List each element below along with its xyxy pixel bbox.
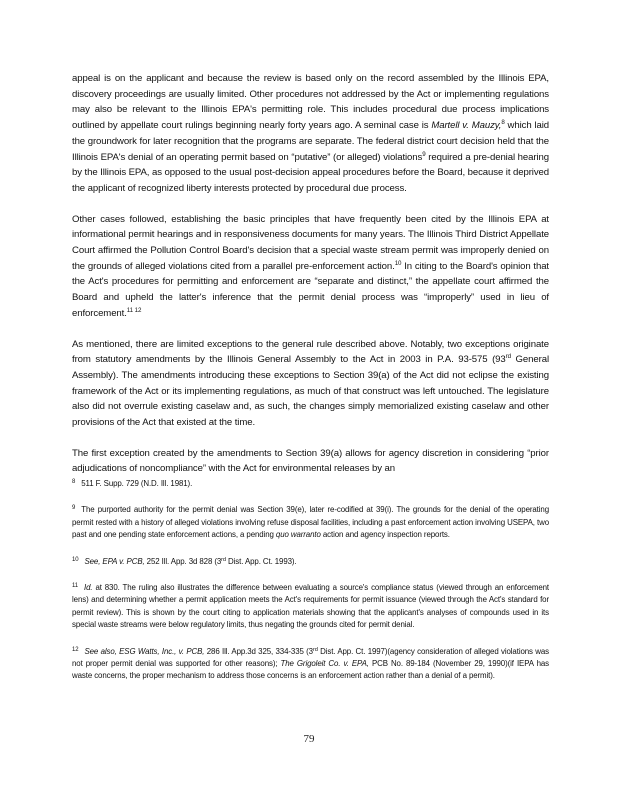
footnote-mark: 12 [72,646,79,653]
paragraph-2-text-cont: In citing to the Board's opinion that the Act's procedures for permitting and enforcement are “separate and distinct,” the appellate court affirmed the Board and upheld the latter's inference that the permit denial process was “improperly” used in lieu of enforcement. [72,260,549,319]
paragraph-3-text-cont: General Assembly). The amendments introducing these exceptions to Section 39(a) of the Act did not eclipse the existing framework of the Act or its implementing regulations, as much of that construct was left untouched. The legislature also did not overrule existing caselaw and, as such, the changes simply memorialized existing caselaw and other provisions of the Act that existed at the time. [72,354,549,429]
case-citation: Martell v. Mauzy, [431,120,502,132]
footnote-12 [72,646,549,683]
footnote-text: at 830. The ruling also illustrates the difference between evaluating a source's compliance status (viewed through an enforcement lens) and determining whether a permit application meets the Act's requirements for permit issuance (viewed through the Act's standard for permit review). This is shown by the court citing to application materials showing that the applicant's analyses of compounds used in its special waste streams were below regulatory limits, thus negating the grounds cited for permit denial. [72,583,549,630]
paragraph-4-text: The first exception created by the amendments to Section 39(a) allows for agency discretion in considering “prior adjudications of noncompliance” with the Act for environmental releases by an [72,447,549,475]
footnote-italic: See also, ESG Watts, Inc., v. PCB, [84,646,205,656]
footnote-italic: See, EPA v. PCB, [84,556,145,566]
footnote-10 [72,556,549,568]
footnote-mark: 9 [72,505,76,512]
footnote-text-cont: Dist. App. Ct. 1993). [225,556,297,566]
page-number: 79 [303,733,315,745]
footnote-mark: 8 [72,479,76,485]
paragraph-1-text-end: required a pre-denial hearing by the Illinois EPA, as opposed to the usual post-decision appeal procedures before the Board, because it deprived the applicant of recognized liberty interests protected by procedural due process. [72,151,549,194]
paragraph-1-text-cont: which laid the groundwork for later recognition that the programs are separate. The federal district court decision held that the Illinois EPA's denial of an operating permit based on “putative” (or alleged) violations [72,120,549,163]
footnote-italic-2: The Grigoleit Co. v. EPA, [280,659,369,669]
footnote-ref-11-12[interactable]: 11 12 [126,306,142,314]
footnote-text-cont: Dist. App. Ct. 1997)(agency consideration of alleged violations was not proper permit denial was supported for other reasons); [72,646,549,669]
footnote-ref-9[interactable]: 9 [422,150,426,158]
footnote-mark: 11 [72,583,79,590]
footnote-mark: 10 [72,556,79,563]
paragraph-1-text: appeal is on the applicant and because the review is based only on the record assembled by the Illinois EPA, discovery proceedings are usually limited. Other procedures not addressed by the Act or implementing regulations may also be relevant to the Illinois EPA's permitting role. This includes procedural due process implications outlined by appellate court rulings beginning nearly forty years ago. A seminal case is [72,73,549,132]
paragraph-3 [72,337,549,431]
body-text [72,71,549,477]
footnote-ref-8[interactable]: 8 [501,119,505,127]
footnote-italic: quo warranto [275,530,321,540]
ordinal-suffix: rd [312,646,318,653]
paragraph-1 [72,71,549,197]
ordinal-suffix: rd [221,556,226,563]
paragraph-2-text: Other cases followed, establishing the basic principles that have frequently been cited by the Illinois EPA at informational permit hearings and in responsiveness documents for many years. The Illinois Third District Appellate Court affirmed the Pollution Control Board's decision that a special waste stream permit was improperly denied on the grounds of alleged violations cited from a parallel pre-enforcement action. [72,213,549,272]
paragraph-2 [72,212,549,322]
paragraph-4 [72,446,549,477]
footnote-11 [72,582,549,632]
footnote-text: 511 F. Supp. 729 (N.D. Ill. 1981). [81,479,193,488]
footnotes [72,478,549,683]
footnote-italic: Id. [84,583,93,593]
footnote-9 [72,504,549,541]
footnote-ref-10[interactable]: 10 [394,259,402,267]
ordinal-suffix: rd [505,353,511,361]
footnote-text: The purported authority for the permit denial was Section 39(e), later re-codified at 39(i). The grounds for the denial of the operating permit rested with a history of alleged violations involving refuse disposal facilities, including a past enforcement action involving USEPA, two past and one pending state enforcement actions, a pending [72,505,549,540]
footnote-text-cont: action and agency inspection reports. [320,530,450,540]
footnote-text: 286 Ill. App.3d 325, 334-335 (3 [204,646,313,656]
paragraph-3-text: As mentioned, there are limited exceptions to the general rule described above. Notably, two exceptions originate from statutory amendments by the Illinois General Assembly to the Act in 2003 in P.A. 93-575 (93 [72,338,549,366]
footnote-text-end: PCB No. 89-184 (November 29, 1990)(if IEPA has waste concerns, the proper mechanism to address those concerns is an enforcement action rather than a denial of a permit). [72,659,549,681]
footnote-8 [72,478,549,490]
footnote-text: 252 Ill. App. 3d 828 (3 [144,556,222,566]
